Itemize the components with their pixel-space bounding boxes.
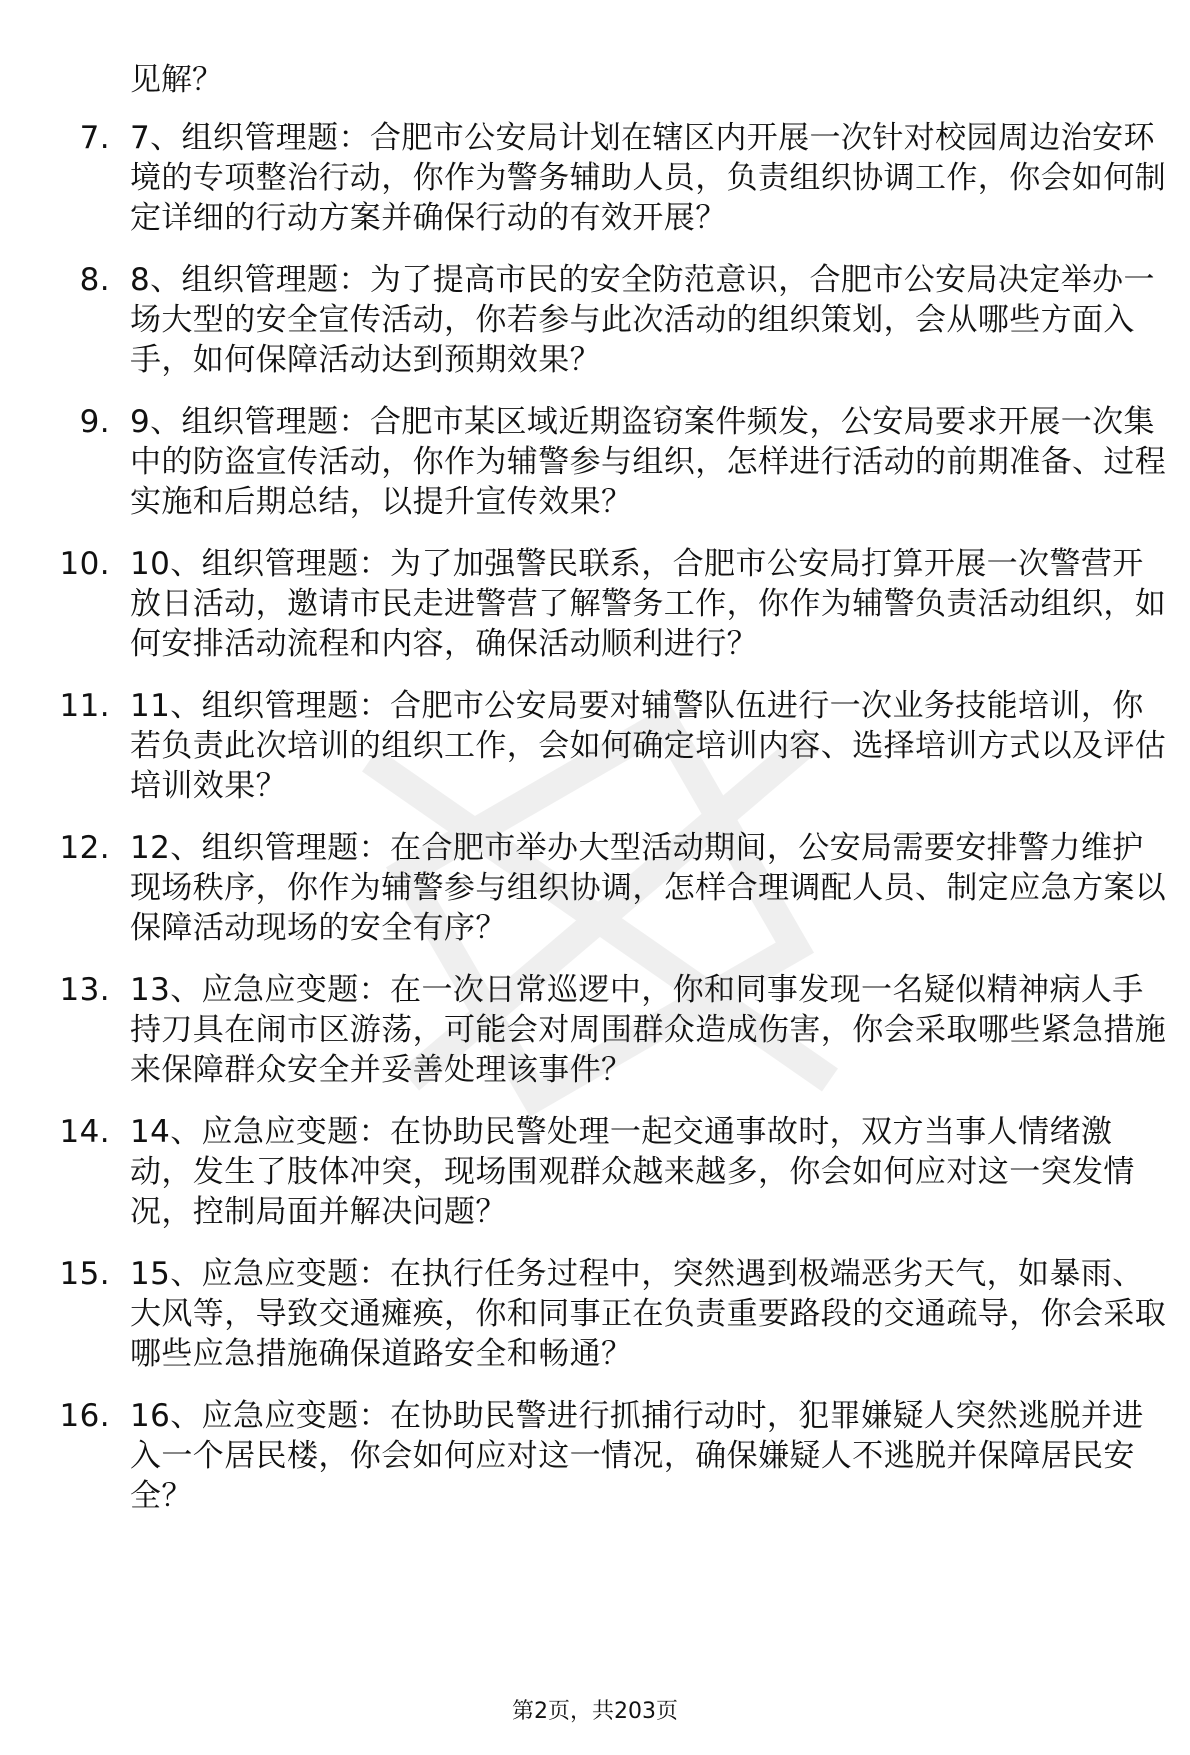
- item-text: 10、组织管理题：为了加强警民联系，合肥市公安局打算开展一次警营开放日活动，邀请市民走进警营了解警务工作，你作为辅警负责活动组织，如何安排活动流程和内容，确保活动顺利进行？: [130, 546, 1167, 662]
- item-number: 9.: [79, 404, 110, 440]
- list-item: [0, 1396, 1190, 1516]
- item-text: 7、组织管理题：合肥市公安局计划在辖区内开展一次针对校园周边治安环境的专项整治行动，你作为警务辅助人员，负责组织协调工作，你会如何制定详细的行动方案并确保行动的有效开展？: [130, 120, 1167, 236]
- question-list: [0, 118, 1190, 1538]
- item-text: 13、应急应变题：在一次日常巡逻中，你和同事发现一名疑似精神病人手持刀具在闹市区游荡，可能会对周围群众造成伤害，你会采取哪些紧急措施来保障群众安全并妥善处理该事件？: [130, 972, 1167, 1088]
- list-item: [0, 1254, 1190, 1374]
- item-number: 16.: [59, 1398, 110, 1434]
- list-item: [0, 686, 1190, 806]
- item-number: 12.: [59, 830, 110, 866]
- item-number: 8.: [79, 262, 110, 298]
- item-text: 15、应急应变题：在执行任务过程中，突然遇到极端恶劣天气，如暴雨、大风等，导致交通瘫痪，你和同事正在负责重要路段的交通疏导，你会采取哪些应急措施确保道路安全和畅通？: [130, 1256, 1167, 1372]
- item-number: 11.: [59, 688, 110, 724]
- item-number: 13.: [59, 972, 110, 1008]
- item-number: 10.: [59, 546, 110, 582]
- list-item: [0, 544, 1190, 664]
- continuation-text: 见解？: [130, 62, 223, 98]
- list-item: [0, 828, 1190, 948]
- item-number: 15.: [59, 1256, 110, 1292]
- item-text: 16、应急应变题：在协助民警进行抓捕行动时，犯罪嫌疑人突然逃脱并进入一个居民楼，你会如何应对这一情况，确保嫌疑人不逃脱并保障居民安全？: [130, 1398, 1144, 1514]
- item-text: 11、组织管理题：合肥市公安局要对辅警队伍进行一次业务技能培训，你若负责此次培训的组织工作，会如何确定培训内容、选择培训方式以及评估培训效果？: [130, 688, 1167, 804]
- list-item: [0, 118, 1190, 238]
- item-text: 14、应急应变题：在协助民警处理一起交通事故时，双方当事人情绪激动，发生了肢体冲突，现场围观群众越来越多，你会如何应对这一突发情况，控制局面并解决问题？: [130, 1114, 1135, 1230]
- page-footer: 第2页，共203页: [512, 1699, 678, 1724]
- item-text: 12、组织管理题：在合肥市举办大型活动期间，公安局需要安排警力维护现场秩序，你作为辅警参与组织协调，怎样合理调配人员、制定应急方案以保障活动现场的安全有序？: [130, 830, 1167, 946]
- item-number: 7.: [79, 120, 110, 156]
- list-item: [0, 402, 1190, 522]
- item-text: 9、组织管理题：合肥市某区域近期盗窃案件频发，公安局要求开展一次集中的防盗宣传活动，你作为辅警参与组织，怎样进行活动的前期准备、过程实施和后期总结，以提升宣传效果？: [130, 404, 1167, 520]
- list-item: [0, 970, 1190, 1090]
- list-item: [0, 260, 1190, 380]
- item-number: 14.: [59, 1114, 110, 1150]
- list-item: [0, 1112, 1190, 1232]
- item-text: 8、组织管理题：为了提高市民的安全防范意识，合肥市公安局决定举办一场大型的安全宣传活动，你若参与此次活动的组织策划，会从哪些方面入手，如何保障活动达到预期效果？: [130, 262, 1155, 378]
